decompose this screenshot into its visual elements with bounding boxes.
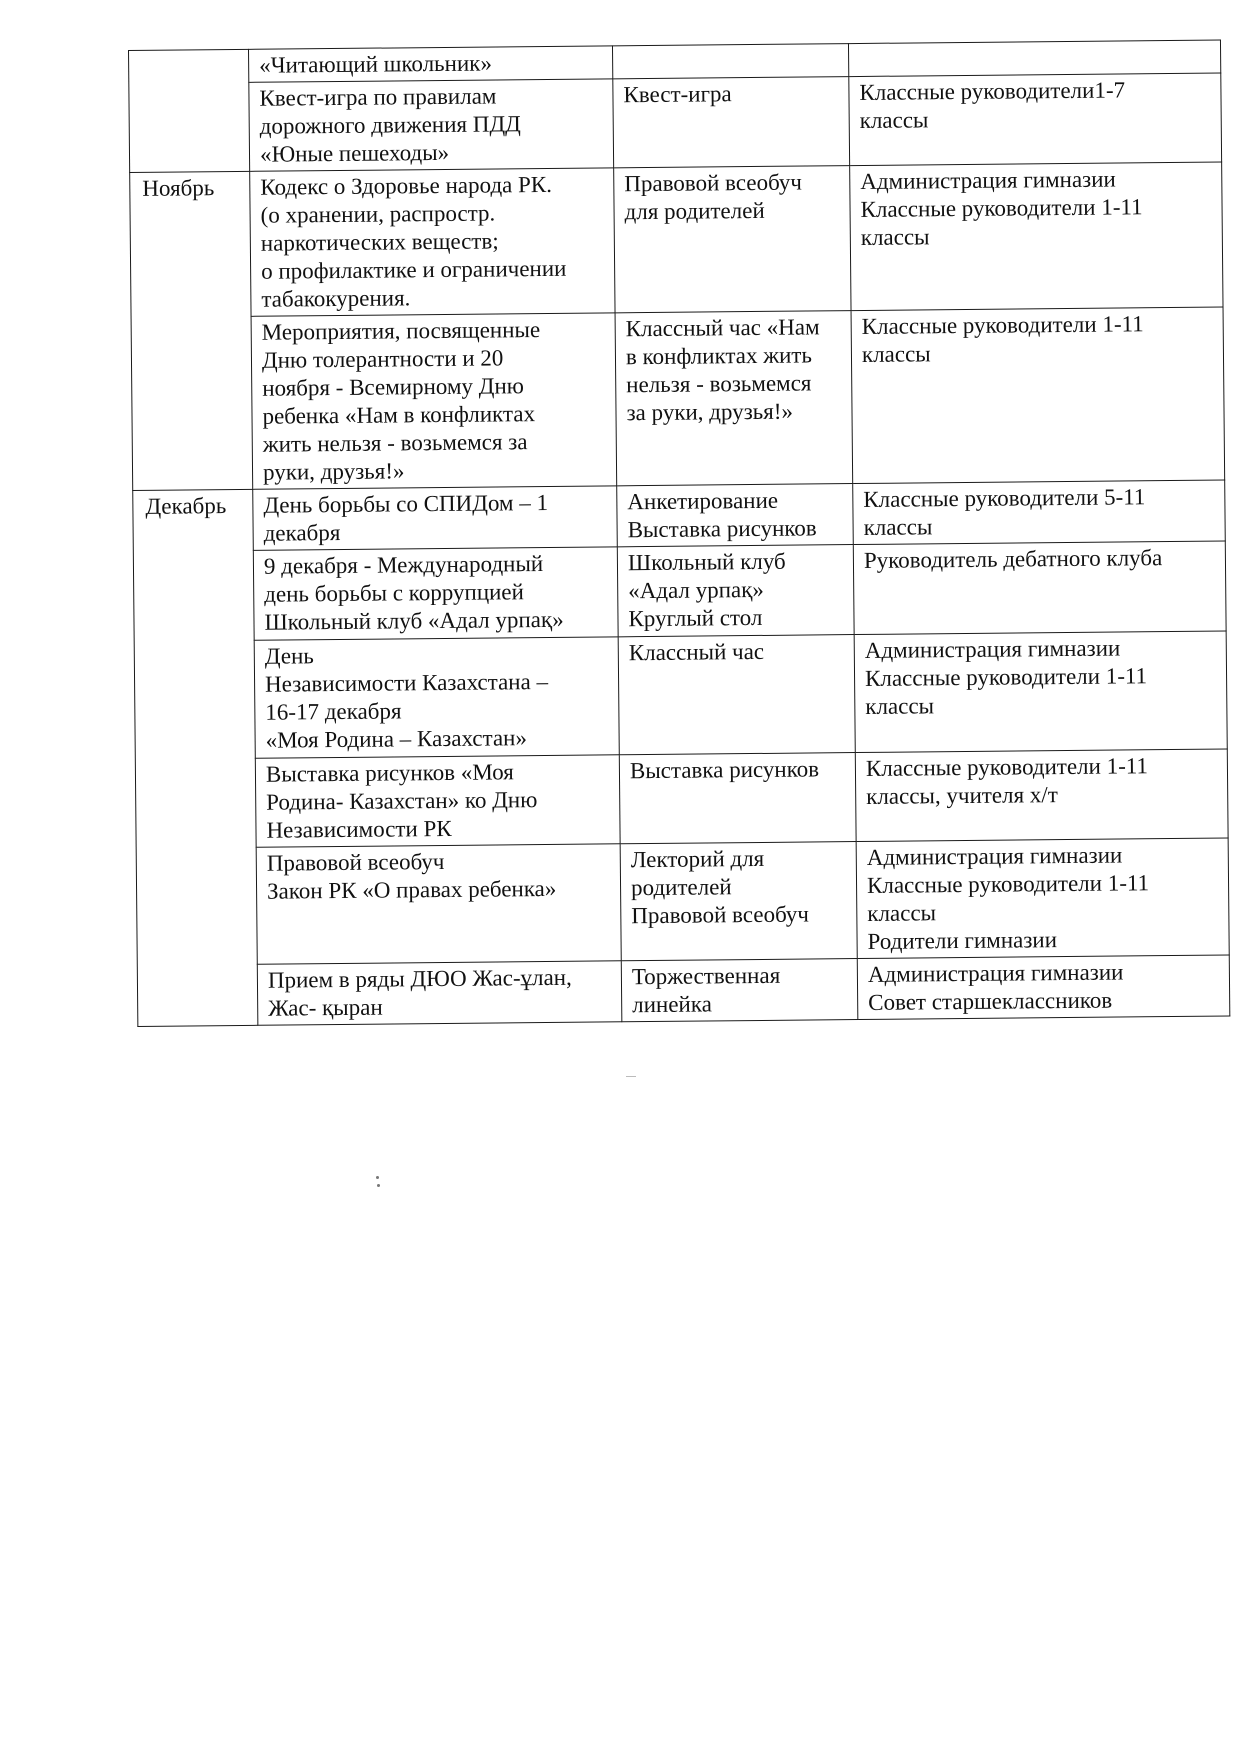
- responsible-cell: [848, 40, 1220, 77]
- responsible-cell: Администрация гимназии Классные руководители 1-11 классы: [850, 162, 1223, 311]
- events-table: [128, 40, 1230, 1027]
- table-row: [129, 73, 1222, 172]
- form-cell: [612, 44, 848, 79]
- form-cell: Квест-игра: [613, 77, 850, 168]
- event-cell: День борьбы со СПИДом – 1 декабря: [253, 486, 618, 550]
- responsible-cell: Администрация гимназии Классные руководители 1-11 классы: [854, 631, 1227, 753]
- form-cell: Правовой всеобуч для родителей: [614, 166, 851, 313]
- scan-speck: [626, 1076, 636, 1077]
- table-row: [137, 955, 1230, 1026]
- responsible-cell: Классные руководители1-7 классы: [849, 73, 1222, 166]
- table-row: [131, 307, 1225, 490]
- form-cell: Школьный клуб «Адал урпақ» Круглый стол: [617, 545, 854, 637]
- event-cell: Квест-игра по правилам дорожного движения ПДД «Юные пешеходы»: [249, 79, 614, 171]
- form-cell: Анкетирование Выставка рисунков: [617, 484, 854, 547]
- form-cell: Классный час «Нам в конфликтах жить нельзя - возьмемся за руки, друзья!»: [615, 311, 853, 486]
- responsible-cell: Администрация гимназии Классные руководители 1-11 классы Родители гимназии: [856, 838, 1229, 959]
- table-row: [136, 838, 1229, 965]
- month-cell: Декабрь: [133, 489, 258, 1026]
- responsible-cell: Руководитель дебатного клуба: [853, 541, 1226, 635]
- table-row: [130, 162, 1223, 317]
- event-cell: Правовой всеобуч Закон РК «О правах ребенка»: [256, 844, 621, 964]
- table-row: [135, 749, 1228, 848]
- table-row: [133, 480, 1226, 551]
- table-row: [133, 541, 1226, 641]
- month-cell: Ноябрь: [130, 171, 253, 490]
- form-cell: Лекторий для родителей Правовой всеобуч: [620, 842, 857, 961]
- event-cell: День Независимости Казахстана – 16-17 декабря «Моя Родина – Казахстан»: [254, 637, 619, 758]
- form-cell: Классный час: [618, 635, 855, 755]
- responsible-cell: Классные руководители 5-11 классы: [853, 480, 1226, 545]
- month-cell: [129, 49, 250, 172]
- responsible-cell: Классные руководители 1-11 классы, учителя х/т: [855, 749, 1228, 842]
- event-cell: Выставка рисунков «Моя Родина- Казахстан» ко Дню Независимости РК: [255, 755, 620, 847]
- document-page: [128, 40, 1229, 1027]
- form-cell: Торжественная линейка: [621, 959, 858, 1022]
- table-row: [134, 631, 1227, 759]
- event-cell: Кодекс о Здоровье народа РК. (о хранении, распростр. наркотических веществ; о профилактике и ограничении табакокурения.: [250, 168, 615, 316]
- scan-speck: [376, 1176, 379, 1179]
- responsible-cell: Классные руководители 1-11 классы: [851, 307, 1225, 484]
- scan-speck: [377, 1184, 380, 1187]
- event-cell: Мероприятия, посвященные Дню толерантности и 20 ноября - Всемирному Дню ребенка «Нам в конфликтах жить нельзя - возьмемся за руки, друзья!»: [251, 313, 617, 489]
- event-cell: «Читающий школьник»: [248, 46, 612, 82]
- event-cell: Прием в ряды ДЮО Жас-ұлан, Жас- қыран: [257, 961, 622, 1025]
- responsible-cell: Администрация гимназии Совет старшеклассников: [857, 955, 1230, 1020]
- form-cell: Выставка рисунков: [619, 753, 856, 844]
- event-cell: 9 декабря - Международный день борьбы с коррупцией Школьный клуб «Адал урпақ»: [253, 547, 618, 640]
